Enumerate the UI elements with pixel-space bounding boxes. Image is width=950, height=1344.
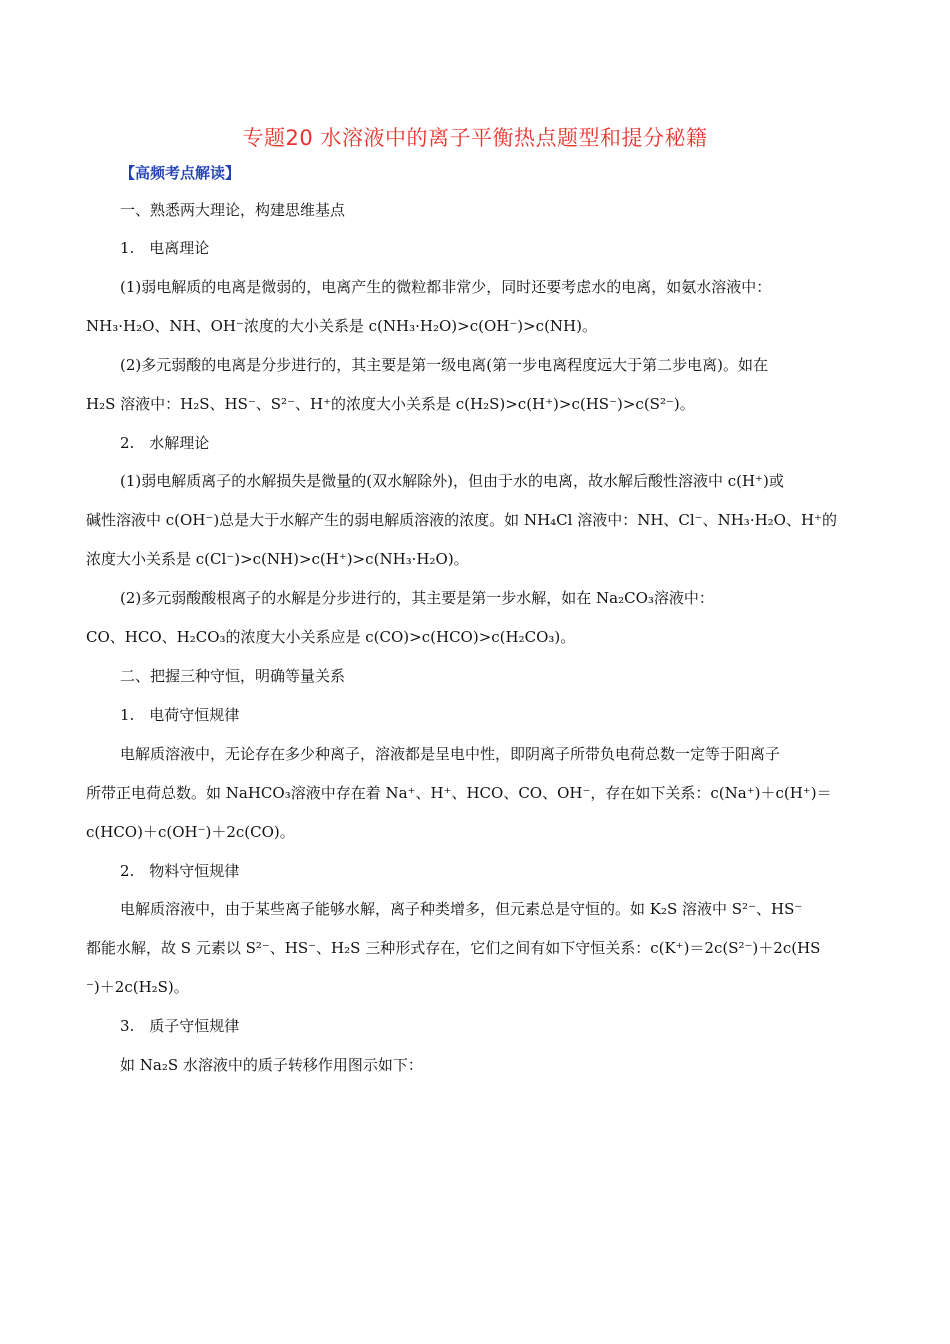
heading-1: 一、熟悉两大理论，构建思维基点 [120,201,346,219]
paragraph-line: 如 Na₂S 水溶液中的质子转移作用图示如下： [120,1056,423,1074]
subheading: 3. 质子守恒规律 [120,1017,240,1035]
paragraph-line: 碱性溶液中 c(OH⁻)总是大于水解产生的弱电解质溶液的浓度。如 NH₄Cl 溶液中：NH、Cl⁻、NH₃·H₂O、H⁺的 [86,511,837,529]
paragraph-line: (2)多元弱酸的电离是分步进行的，其主要是第一级电离(第一步电离程度远大于第二步电离)。如在 [120,356,768,374]
paragraph-line: 电解质溶液中，由于某些离子能够水解，离子种类增多，但元素总是守恒的。如 K₂S 溶液中 S²⁻、HS⁻ [120,900,803,918]
paragraph-line: ⁻)＋2c(H₂S)。 [86,978,189,996]
paragraph-line: (2)多元弱酸酸根离子的水解是分步进行的，其主要是第一步水解，如在 Na₂CO₃溶液中： [120,589,714,607]
paragraph-line: 都能水解，故 S 元素以 S²⁻、HS⁻、H₂S 三种形式存在，它们之间有如下守恒关系：c(K⁺)＝2c(S²⁻)＋2c(HS [86,939,821,957]
heading-2: 二、把握三种守恒，明确等量关系 [120,667,346,685]
paragraph-line: 所带正电荷总数。如 NaHCO₃溶液中存在着 Na⁺、H⁺、HCO、CO、OH⁻，存在如下关系：c(Na⁺)＋c(H⁺)＝ [86,784,832,802]
paragraph-line: 电解质溶液中，无论存在多少种离子，溶液都是呈电中性，即阴离子所带负电荷总数一定等于阳离子 [120,745,781,763]
subheading: 1. 电离理论 [120,239,210,257]
subheading: 2. 水解理论 [120,434,210,452]
paragraph-line: H₂S 溶液中：H₂S、HS⁻、S²⁻、H⁺的浓度大小关系是 c(H₂S)>c(H⁺)>c(HS⁻)>c(S²⁻)。 [86,395,695,413]
paragraph-line: (1)弱电解质离子的水解损失是微量的(双水解除外)，但由于水的电离，故水解后酸性溶液中 c(H⁺)或 [120,472,784,490]
page-title: 专题20 水溶液中的离子平衡热点题型和提分秘籍 [242,126,708,150]
paragraph-line: (1)弱电解质的电离是微弱的，电离产生的微粒都非常少，同时还要考虑水的电离，如氨水溶液中： [120,278,772,296]
paragraph-line: 浓度大小关系是 c(Cl⁻)>c(NH)>c(H⁺)>c(NH₃·H₂O)。 [86,550,469,568]
section-tag: 【高频考点解读】 [120,164,241,182]
paragraph-line: CO、HCO、H₂CO₃的浓度大小关系应是 c(CO)>c(HCO)>c(H₂CO₃)。 [86,628,576,646]
paragraph-line: c(HCO)＋c(OH⁻)＋2c(CO)。 [86,823,295,841]
paragraph-line: NH₃·H₂O、NH、OH⁻浓度的大小关系是 c(NH₃·H₂O)>c(OH⁻)>c(NH)。 [86,317,597,335]
subheading: 2. 物料守恒规律 [120,862,240,880]
subheading: 1. 电荷守恒规律 [120,706,240,724]
